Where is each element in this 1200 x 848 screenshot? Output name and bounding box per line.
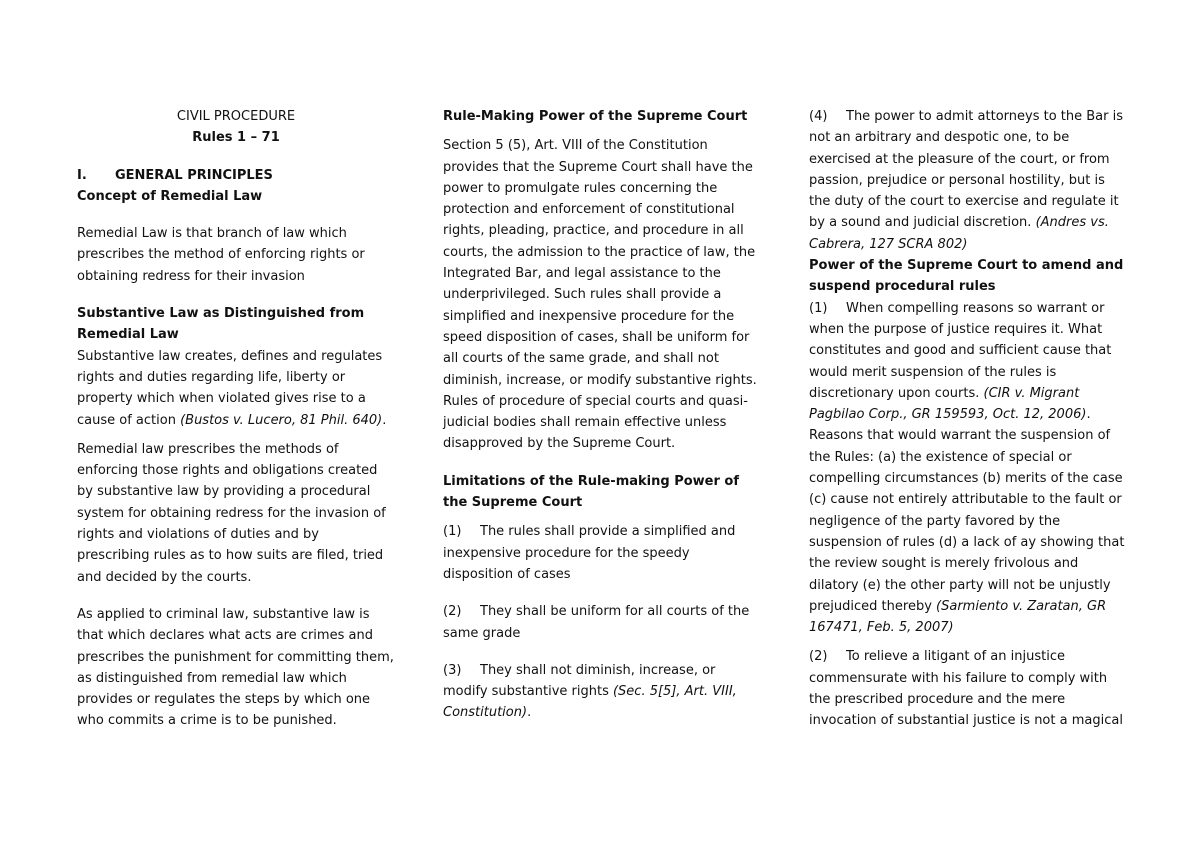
heading-rule-making-power: Rule-Making Power of the Supreme Court bbox=[443, 109, 748, 124]
citation: (Andres vs. Cabrera, 127 SCRA 802) bbox=[809, 215, 1109, 252]
section-title: GENERAL PRINCIPLES bbox=[115, 167, 273, 183]
doc-subtitle: Rules 1 – 71 bbox=[192, 130, 280, 146]
citation: (Sarmiento v. Zaratan, GR 167471, Feb. 5, 2007) bbox=[809, 598, 1107, 636]
doc-title: CIVIL PROCEDURE bbox=[176, 109, 296, 124]
citation: (Bustos v. Lucero, 81 Phil. 640) bbox=[180, 412, 383, 428]
paragraph-remedial: Remedial law prescribes the methods of enforcing those rights and obligations created by substantive law by providing a procedural system for obtaining redress for the invasion of rights and violations of duties and by prescribing rules as to how suits are filed, tried and decided by the courts. bbox=[77, 441, 386, 585]
list-item: (2) To relieve a litigant of an injustice commensurate with his failure to comply with the prescribed procedure and the mere invocation of substantial justice is not a magical bbox=[809, 649, 1123, 729]
column-left bbox=[77, 106, 395, 732]
paragraph-criminal: As applied to criminal law, substantive law is that which declares what acts are crimes and prescribes the punishment for committing them, as distinguished from remedial law which provides or regulates the steps by which one who commits a crime is to be punished. bbox=[77, 606, 394, 729]
heading-amend-suspend: Power of the Supreme Court to amend and suspend procedural rules bbox=[809, 258, 1124, 295]
citation: (CIR v. Migrant Pagbilao Corp., GR 159593, Oct. 12, 2006) bbox=[809, 385, 1087, 423]
citation: (Sec. 5[5], Art. VIII, Constitution) bbox=[443, 684, 737, 721]
section-heading bbox=[77, 165, 395, 186]
list-item: (1) The rules shall provide a simplified and inexpensive procedure for the speedy disposition of cases bbox=[443, 524, 736, 582]
heading-concept: Concept of Remedial Law bbox=[77, 188, 263, 204]
list-item: (1) When compelling reasons so warrant or when the purpose of justice requires it. What constitutes and good and sufficient cause that would merit suspension of the rules is discretionary upon courts. (CIR v. Migrant Pagbilao Corp., GR 159593, Oct. 12, 2006). bbox=[809, 300, 1112, 423]
list-item: (3) They shall not diminish, increase, or modify substantive rights (Sec. 5[5], Art. VIII, Constitution). bbox=[443, 662, 737, 721]
list-item: (2) They shall be uniform for all courts of the same grade bbox=[443, 604, 750, 641]
column-right bbox=[809, 106, 1127, 732]
list-item: (4) The power to admit attorneys to the Bar is not an arbitrary and despotic one, to be exercised at the pleasure of the court, or from passion, prejudice or personal hostility, but is the duty of the court to exercise and regulate it by a sound and judicial discretion. (Andres vs. Cabrera, 127 SCRA 802) bbox=[809, 109, 1123, 252]
heading-limitations: Limitations of the Rule-making Power of the Supreme Court bbox=[443, 473, 740, 511]
paragraph-substantive: Substantive law creates, defines and regulates rights and duties regarding life, liberty or property which when violated gives rise to a cause of action (Bustos v. Lucero, 81 Phil. 640). bbox=[77, 348, 387, 428]
section-number: I. bbox=[77, 167, 87, 183]
paragraph-reasons: Reasons that would warrant the suspension of the Rules: (a) the existence of special or compelling circumstances (b) merits of the case (c) cause not entirely attributable to the fault or negligence of the party favored by the suspension of rules (d) a lack of ay showing that the review sought is merely frivolous and dilatory (e) the other party will not be unjustly prejudiced thereby (Sarmiento v. Zaratan, GR 167471, Feb. 5, 2007) bbox=[809, 428, 1125, 636]
column-middle bbox=[443, 106, 761, 724]
heading-substantive: Substantive Law as Distinguished from Remedial Law bbox=[77, 306, 365, 343]
paragraph-section-5: Section 5 (5), Art. VIII of the Constitution provides that the Supreme Court shall have the power to promulgate rules concerning the protection and enforcement of constitutional rights, pleading, practice, and procedure in all courts, the admission to the practice of law, the Integrated Bar, and legal assistance to the underprivileged. Such rules shall provide a simplified and inexpensive procedure for the speed disposition of cases, shall be uniform for all courts of the same grade, and shall not diminish, increase, or modify substantive rights. Rules of procedure of special courts and quasi-judicial bodies shall remain effective unless disapproved by the Supreme Court. bbox=[443, 138, 757, 452]
paragraph-concept: Remedial Law is that branch of law which prescribes the method of enforcing rights or obtaining redress for their invasion bbox=[77, 226, 365, 284]
